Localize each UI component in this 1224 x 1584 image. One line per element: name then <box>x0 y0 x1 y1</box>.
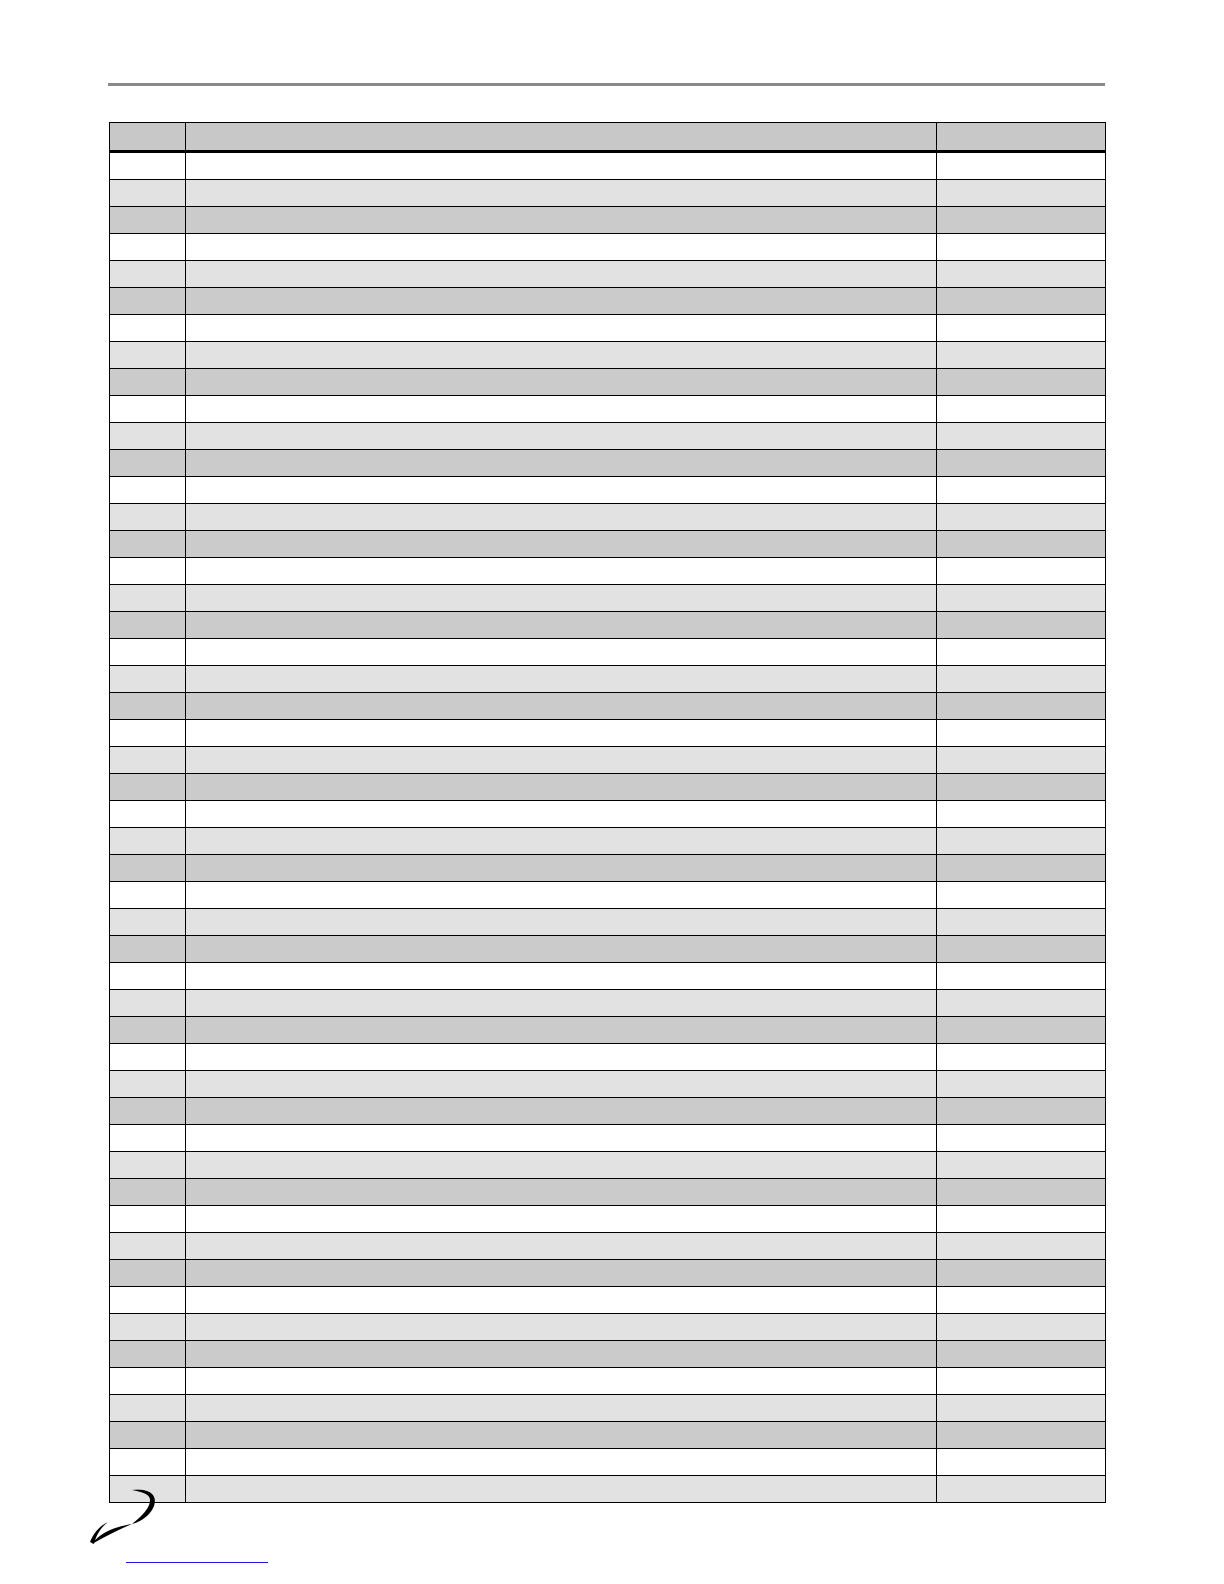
table-cell <box>110 612 186 639</box>
table-cell <box>937 1044 1106 1071</box>
table-cell <box>186 423 937 450</box>
table-cell <box>937 801 1106 828</box>
table-cell <box>186 396 937 423</box>
table-cell <box>937 585 1106 612</box>
swoosh-logo-icon <box>88 1486 160 1546</box>
table-row <box>110 315 1106 342</box>
table-row <box>110 180 1106 207</box>
table-cell <box>110 261 186 288</box>
table-cell <box>186 1206 937 1233</box>
table-row <box>110 720 1106 747</box>
table-cell <box>186 909 937 936</box>
table-cell <box>186 315 937 342</box>
table-cell <box>937 774 1106 801</box>
header-rule <box>108 83 1105 86</box>
table-cell <box>186 882 937 909</box>
table-cell <box>110 1314 186 1341</box>
table-cell <box>937 936 1106 963</box>
table-cell <box>186 1314 937 1341</box>
table-cell <box>186 234 937 261</box>
table-cell <box>110 666 186 693</box>
table-cell <box>186 936 937 963</box>
table-cell <box>186 504 937 531</box>
table-cell <box>186 261 937 288</box>
table-cell <box>937 1152 1106 1179</box>
table-cell <box>110 585 186 612</box>
table-row <box>110 801 1106 828</box>
table-cell <box>937 342 1106 369</box>
table-row <box>110 1341 1106 1368</box>
table-cell <box>186 1233 937 1260</box>
table-cell <box>110 1179 186 1206</box>
table-cell <box>186 1152 937 1179</box>
table-cell <box>937 261 1106 288</box>
table-row <box>110 990 1106 1017</box>
table-row <box>110 1314 1106 1341</box>
table-cell <box>186 288 937 315</box>
table-row <box>110 504 1106 531</box>
table-row <box>110 909 1106 936</box>
table-cell <box>186 1098 937 1125</box>
table-cell <box>186 585 937 612</box>
table-header-row <box>110 123 1106 152</box>
table-cell <box>110 1422 186 1449</box>
table-cell <box>186 531 937 558</box>
table-cell <box>186 152 937 180</box>
table-cell <box>110 747 186 774</box>
table-row <box>110 152 1106 180</box>
table-cell <box>937 909 1106 936</box>
table-cell <box>110 720 186 747</box>
table-cell <box>110 936 186 963</box>
table-row <box>110 855 1106 882</box>
table-cell <box>110 1233 186 1260</box>
table-cell <box>937 1395 1106 1422</box>
table-row <box>110 1233 1106 1260</box>
table-cell <box>186 1044 937 1071</box>
table-cell <box>110 1125 186 1152</box>
table-cell <box>937 450 1106 477</box>
table-cell <box>937 234 1106 261</box>
table-cell <box>937 1071 1106 1098</box>
table-row <box>110 1206 1106 1233</box>
table-row <box>110 936 1106 963</box>
table-cell <box>110 639 186 666</box>
table-cell <box>110 369 186 396</box>
table-cell <box>937 1287 1106 1314</box>
table-cell <box>186 666 937 693</box>
table-cell <box>110 855 186 882</box>
table-row <box>110 1287 1106 1314</box>
table-cell <box>186 855 937 882</box>
table-cell <box>110 774 186 801</box>
table-cell <box>937 1341 1106 1368</box>
table-cell <box>110 342 186 369</box>
table-row <box>110 558 1106 585</box>
table-row <box>110 1125 1106 1152</box>
table-cell <box>110 990 186 1017</box>
table-cell <box>937 1098 1106 1125</box>
table-cell <box>110 1287 186 1314</box>
table-cell <box>937 720 1106 747</box>
footer-link[interactable] <box>126 1548 268 1563</box>
table-row <box>110 288 1106 315</box>
table-row <box>110 1152 1106 1179</box>
table-cell <box>937 558 1106 585</box>
table-cell <box>186 828 937 855</box>
table-cell <box>937 1476 1106 1503</box>
table-cell <box>186 180 937 207</box>
table-cell <box>186 342 937 369</box>
table-body <box>110 152 1106 1503</box>
table-cell <box>937 1449 1106 1476</box>
table-cell <box>937 369 1106 396</box>
table-cell <box>186 477 937 504</box>
table-cell <box>186 1260 937 1287</box>
table-row <box>110 207 1106 234</box>
table-cell <box>186 1287 937 1314</box>
table-cell <box>186 1341 937 1368</box>
table-cell <box>110 963 186 990</box>
table-cell <box>937 882 1106 909</box>
table-cell <box>937 855 1106 882</box>
table-row <box>110 774 1106 801</box>
table-cell <box>110 1017 186 1044</box>
table-cell <box>186 612 937 639</box>
table-cell <box>937 1314 1106 1341</box>
table-cell <box>110 1206 186 1233</box>
table-cell <box>186 369 937 396</box>
table-cell <box>937 152 1106 180</box>
table-cell <box>186 450 937 477</box>
table-row <box>110 1098 1106 1125</box>
table-cell <box>186 1449 937 1476</box>
table-cell <box>937 828 1106 855</box>
table-cell <box>937 1206 1106 1233</box>
table-cell <box>110 315 186 342</box>
table-cell <box>186 1071 937 1098</box>
table-cell <box>937 504 1106 531</box>
table-cell <box>937 1125 1106 1152</box>
table-cell <box>937 1179 1106 1206</box>
table-row <box>110 261 1106 288</box>
table-cell <box>110 1341 186 1368</box>
table-cell <box>110 504 186 531</box>
table-row <box>110 882 1106 909</box>
table-cell <box>186 1476 937 1503</box>
table-cell <box>937 1017 1106 1044</box>
column-header-1 <box>110 123 186 152</box>
table-row <box>110 1449 1106 1476</box>
table-row <box>110 612 1106 639</box>
table-cell <box>110 207 186 234</box>
table-cell <box>937 288 1106 315</box>
table-cell <box>937 963 1106 990</box>
table-cell <box>186 774 937 801</box>
table-cell <box>937 990 1106 1017</box>
table-row <box>110 342 1106 369</box>
table-cell <box>110 477 186 504</box>
table-cell <box>937 693 1106 720</box>
table-cell <box>186 801 937 828</box>
table-cell <box>110 180 186 207</box>
table-cell <box>110 152 186 180</box>
table-row <box>110 1476 1106 1503</box>
data-table <box>109 122 1106 1503</box>
table-row <box>110 1368 1106 1395</box>
table-cell <box>937 639 1106 666</box>
table-cell <box>186 693 937 720</box>
table-row <box>110 531 1106 558</box>
table-cell <box>186 720 937 747</box>
table-row <box>110 828 1106 855</box>
table-cell <box>186 558 937 585</box>
table-row <box>110 369 1106 396</box>
table-cell <box>110 801 186 828</box>
table-cell <box>110 558 186 585</box>
table-row <box>110 477 1106 504</box>
table-cell <box>937 531 1106 558</box>
table-cell <box>110 531 186 558</box>
table-row <box>110 963 1106 990</box>
table-cell <box>110 234 186 261</box>
table-cell <box>937 666 1106 693</box>
table-cell <box>937 1368 1106 1395</box>
table-cell <box>937 207 1106 234</box>
table-cell <box>937 747 1106 774</box>
table-row <box>110 1395 1106 1422</box>
table-cell <box>186 963 937 990</box>
table-cell <box>110 1071 186 1098</box>
table-row <box>110 1071 1106 1098</box>
table-cell <box>937 477 1106 504</box>
table-cell <box>110 828 186 855</box>
table-cell <box>186 1395 937 1422</box>
table-row <box>110 693 1106 720</box>
table-cell <box>937 1260 1106 1287</box>
column-header-3 <box>937 123 1106 152</box>
table-cell <box>110 1395 186 1422</box>
table-cell <box>110 423 186 450</box>
table-cell <box>110 693 186 720</box>
table-row <box>110 1422 1106 1449</box>
table-cell <box>937 1233 1106 1260</box>
table-row <box>110 585 1106 612</box>
table-cell <box>110 450 186 477</box>
table-row <box>110 396 1106 423</box>
table-cell <box>937 180 1106 207</box>
table-cell <box>110 1152 186 1179</box>
table-cell <box>186 1368 937 1395</box>
table-cell <box>937 612 1106 639</box>
table-cell <box>186 990 937 1017</box>
column-header-2 <box>186 123 937 152</box>
table-cell <box>110 1044 186 1071</box>
table-row <box>110 423 1106 450</box>
table-cell <box>110 1449 186 1476</box>
table-row <box>110 1179 1106 1206</box>
table-cell <box>110 1368 186 1395</box>
table-row <box>110 666 1106 693</box>
table-row <box>110 1044 1106 1071</box>
table-cell <box>186 639 937 666</box>
table-cell <box>186 1422 937 1449</box>
table-cell <box>110 396 186 423</box>
table-cell <box>110 909 186 936</box>
table-cell <box>110 882 186 909</box>
table-row <box>110 639 1106 666</box>
table-cell <box>110 1260 186 1287</box>
table-cell <box>186 1179 937 1206</box>
table-row <box>110 747 1106 774</box>
table-cell <box>186 207 937 234</box>
table-cell <box>937 396 1106 423</box>
table-row <box>110 234 1106 261</box>
table-cell <box>186 747 937 774</box>
table-cell <box>186 1125 937 1152</box>
table-cell <box>110 1098 186 1125</box>
table-row <box>110 1017 1106 1044</box>
table-cell <box>937 423 1106 450</box>
table-cell <box>110 288 186 315</box>
table-row <box>110 1260 1106 1287</box>
table-row <box>110 450 1106 477</box>
table-cell <box>186 1017 937 1044</box>
table-cell <box>937 1422 1106 1449</box>
table-cell <box>937 315 1106 342</box>
